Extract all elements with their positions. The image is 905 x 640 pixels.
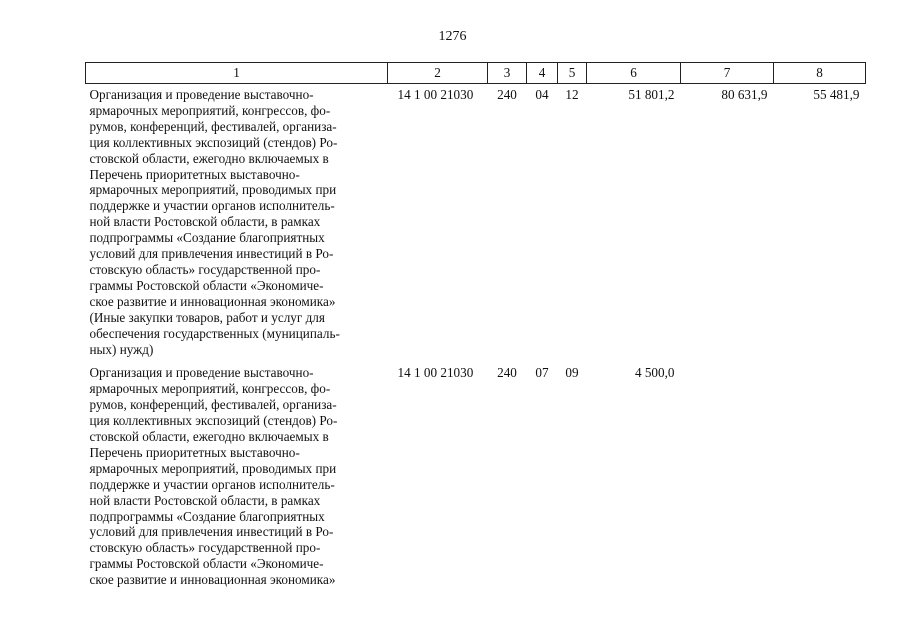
subsection-cell: 12 [565,87,579,102]
description-line: ярмарочных мероприятий, проводимых при [89,460,337,476]
description-line: условий для привлечения инвестиций в Ро- [89,246,334,262]
description-line: стовской области, ежегодно включаемых в [89,150,329,166]
column-header: 4 [527,63,558,84]
description-line: Перечень приоритетных выставочно- [89,166,300,182]
target-code-cell: 14 1 00 21030 [397,87,474,102]
description-line: Организация и проведение выставочно- [89,365,314,381]
description-line: поддержке и участии органов исполнитель- [89,476,335,492]
amount-col7-cell [681,357,774,588]
description-line: ское развитие и инновационная экономика» [89,293,336,309]
description-line: ция коллективных экспозиций (стендов) Ро- [89,134,338,150]
column-header: 6 [587,63,681,84]
row-description [86,84,388,358]
column-header: 3 [488,63,527,84]
description-line: ярмарочных мероприятий, конгрессов, фо- [89,102,331,118]
description-line: ярмарочных мероприятий, конгрессов, фо- [89,381,331,397]
column-header: 8 [774,63,866,84]
column-header: 2 [388,63,488,84]
description-line: Организация и проведение выставочно- [89,87,314,102]
column-header: 1 [86,63,388,84]
description-line: румов, конференций, фестивалей, организа- [89,397,337,413]
amount-col8-cell: 55 481,9 [813,87,860,102]
description-line: стовскую область» государственной про- [89,540,321,556]
target-code-cell: 14 1 00 21030 [397,365,474,381]
description-line: ной власти Ростовской области, в рамках [89,214,321,230]
description-line: ной власти Ростовской области, в рамках [89,492,321,508]
subsection-cell: 09 [565,365,579,381]
description-line: граммы Ростовской области «Экономиче- [89,556,324,572]
description-line: ных) нужд) [89,341,154,357]
amount-col6-cell: 4 500,0 [634,365,675,381]
expense-type-cell: 240 [497,365,517,381]
description-line: условий для привлечения инвестиций в Ро- [89,524,334,540]
column-header: 7 [681,63,774,84]
description-line: обеспечения государственных (муниципаль- [89,325,340,341]
budget-table [85,62,866,588]
description-line: граммы Ростовской области «Экономиче- [89,277,324,293]
row-description [86,357,388,588]
amount-col7-cell: 80 631,9 [721,87,768,102]
table-row [86,84,866,358]
description-line: Перечень приоритетных выставочно- [89,444,300,460]
description-line: ское развитие и инновационная экономика» [89,572,336,588]
description-line: поддержке и участии органов исполнитель- [89,198,335,214]
table-row [86,357,866,588]
description-line: ярмарочных мероприятий, проводимых при [89,182,337,198]
description-line: подпрограммы «Создание благоприятных [89,508,325,524]
description-line: стовскую область» государственной про- [89,261,321,277]
section-cell: 07 [535,365,549,381]
expense-type-cell: 240 [497,87,517,102]
section-cell: 04 [535,87,549,102]
description-line: подпрограммы «Создание благоприятных [89,230,325,246]
description-line: румов, конференций, фестивалей, организа- [89,118,337,134]
column-header: 5 [558,63,587,84]
table-header-row [86,63,866,84]
description-line: стовской области, ежегодно включаемых в [89,429,329,445]
amount-col8-cell [774,357,866,588]
description-line: (Иные закупки товаров, работ и услуг для [89,309,325,325]
description-line: ция коллективных экспозиций (стендов) Ро- [89,413,338,429]
page-number: 1276 [438,29,467,44]
amount-col6-cell: 51 801,2 [628,87,675,102]
